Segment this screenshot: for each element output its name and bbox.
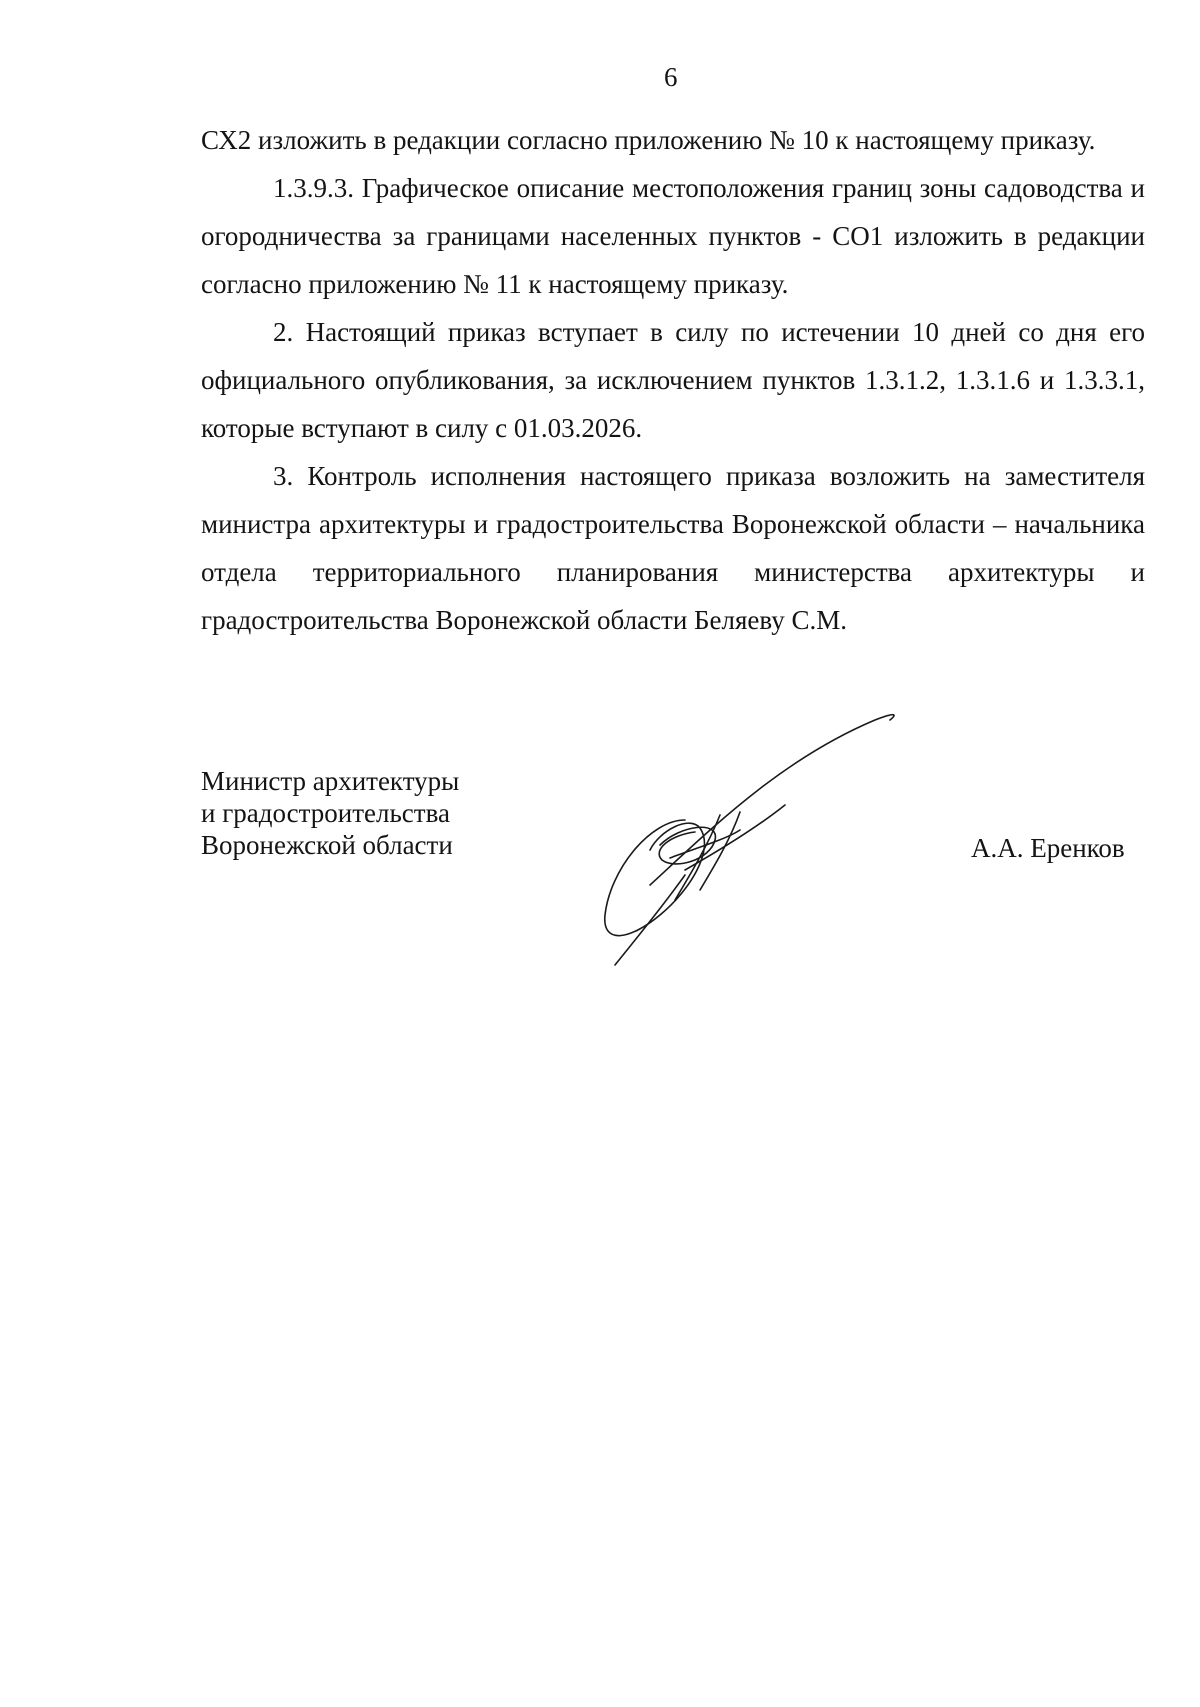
signatory-title-line: Воронежской области: [201, 830, 453, 860]
page-number: 6: [664, 62, 678, 92]
document-body: [201, 116, 1145, 644]
signatory-title-line: и градостроительства: [201, 798, 450, 828]
paragraph-2: 2. Настоящий приказ вступает в силу по истечении 10 дней со дня его официального опубликования, за исключением пунктов 1.3.1.2, 1.3.1.6 и 1.3.3.1, которые вступают в силу с 01.03.2026.: [201, 317, 1145, 443]
signatory-title: [201, 765, 459, 861]
paragraph-continuation: СХ2 изложить в редакции согласно приложению № 10 к настоящему приказу.: [201, 125, 1096, 155]
signatory-title-line: Министр архитектуры: [201, 766, 460, 796]
signatory-name: А.А. Еренков: [971, 833, 1125, 863]
paragraph-1-3-9-3: 1.3.9.3. Графическое описание местоположения границ зоны садоводства и огородничества за границами населенных пунктов - СО1 изложить в редакции согласно приложению № 11 к настоящему приказу.: [201, 173, 1145, 299]
paragraph-3: 3. Контроль исполнения настоящего приказа возложить на заместителя министра архитектуры и градостроительства Воронежской области – начальника отдела территориального планирования министерства архитектуры и градостроительства Воронежской области Беляеву С.М.: [201, 461, 1145, 635]
handwritten-signature: [590, 700, 970, 970]
